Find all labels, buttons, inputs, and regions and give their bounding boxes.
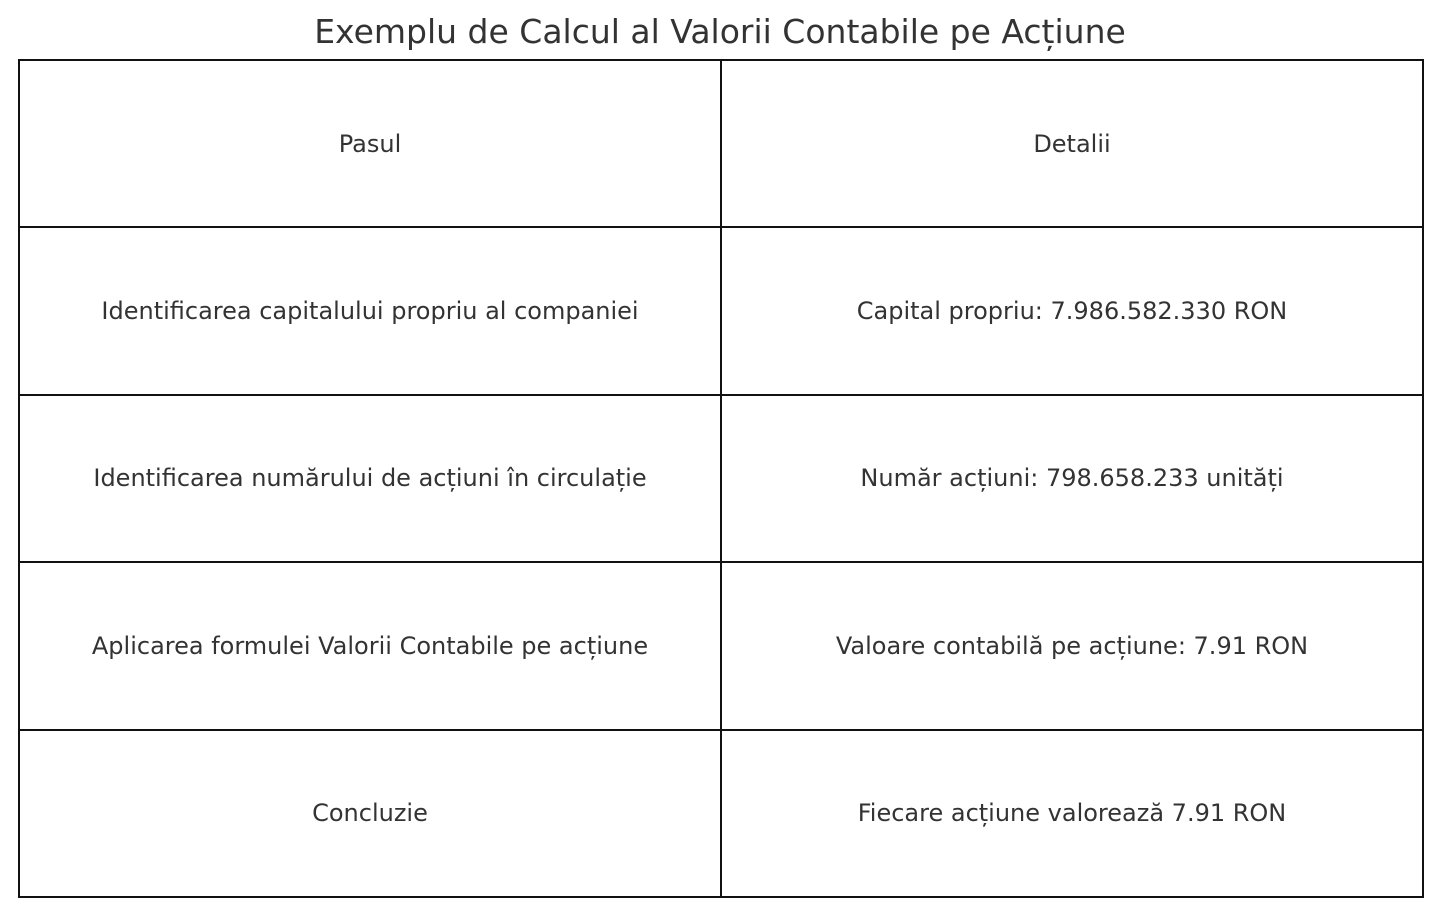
table-row bbox=[19, 562, 1423, 729]
calculation-table bbox=[18, 59, 1424, 898]
step-cell: Concluzie bbox=[19, 730, 721, 897]
step-cell: Identificarea capitalului propriu al companiei bbox=[19, 227, 721, 394]
step-cell: Aplicarea formulei Valorii Contabile pe acțiune bbox=[19, 562, 721, 729]
details-cell: Valoare contabilă pe acțiune: 7.91 RON bbox=[721, 562, 1423, 729]
table-header-row bbox=[19, 60, 1423, 227]
details-cell: Capital propriu: 7.986.582.330 RON bbox=[721, 227, 1423, 394]
details-cell: Fiecare acțiune valorează 7.91 RON bbox=[721, 730, 1423, 897]
header-step: Pasul bbox=[19, 60, 721, 227]
header-details: Detalii bbox=[721, 60, 1423, 227]
page-title: Exemplu de Calcul al Valorii Contabile pe Acțiune bbox=[314, 12, 1126, 51]
details-cell: Număr acțiuni: 798.658.233 unități bbox=[721, 395, 1423, 562]
step-cell: Identificarea numărului de acțiuni în circulație bbox=[19, 395, 721, 562]
table-row bbox=[19, 730, 1423, 897]
table-row bbox=[19, 227, 1423, 394]
table-row bbox=[19, 395, 1423, 562]
